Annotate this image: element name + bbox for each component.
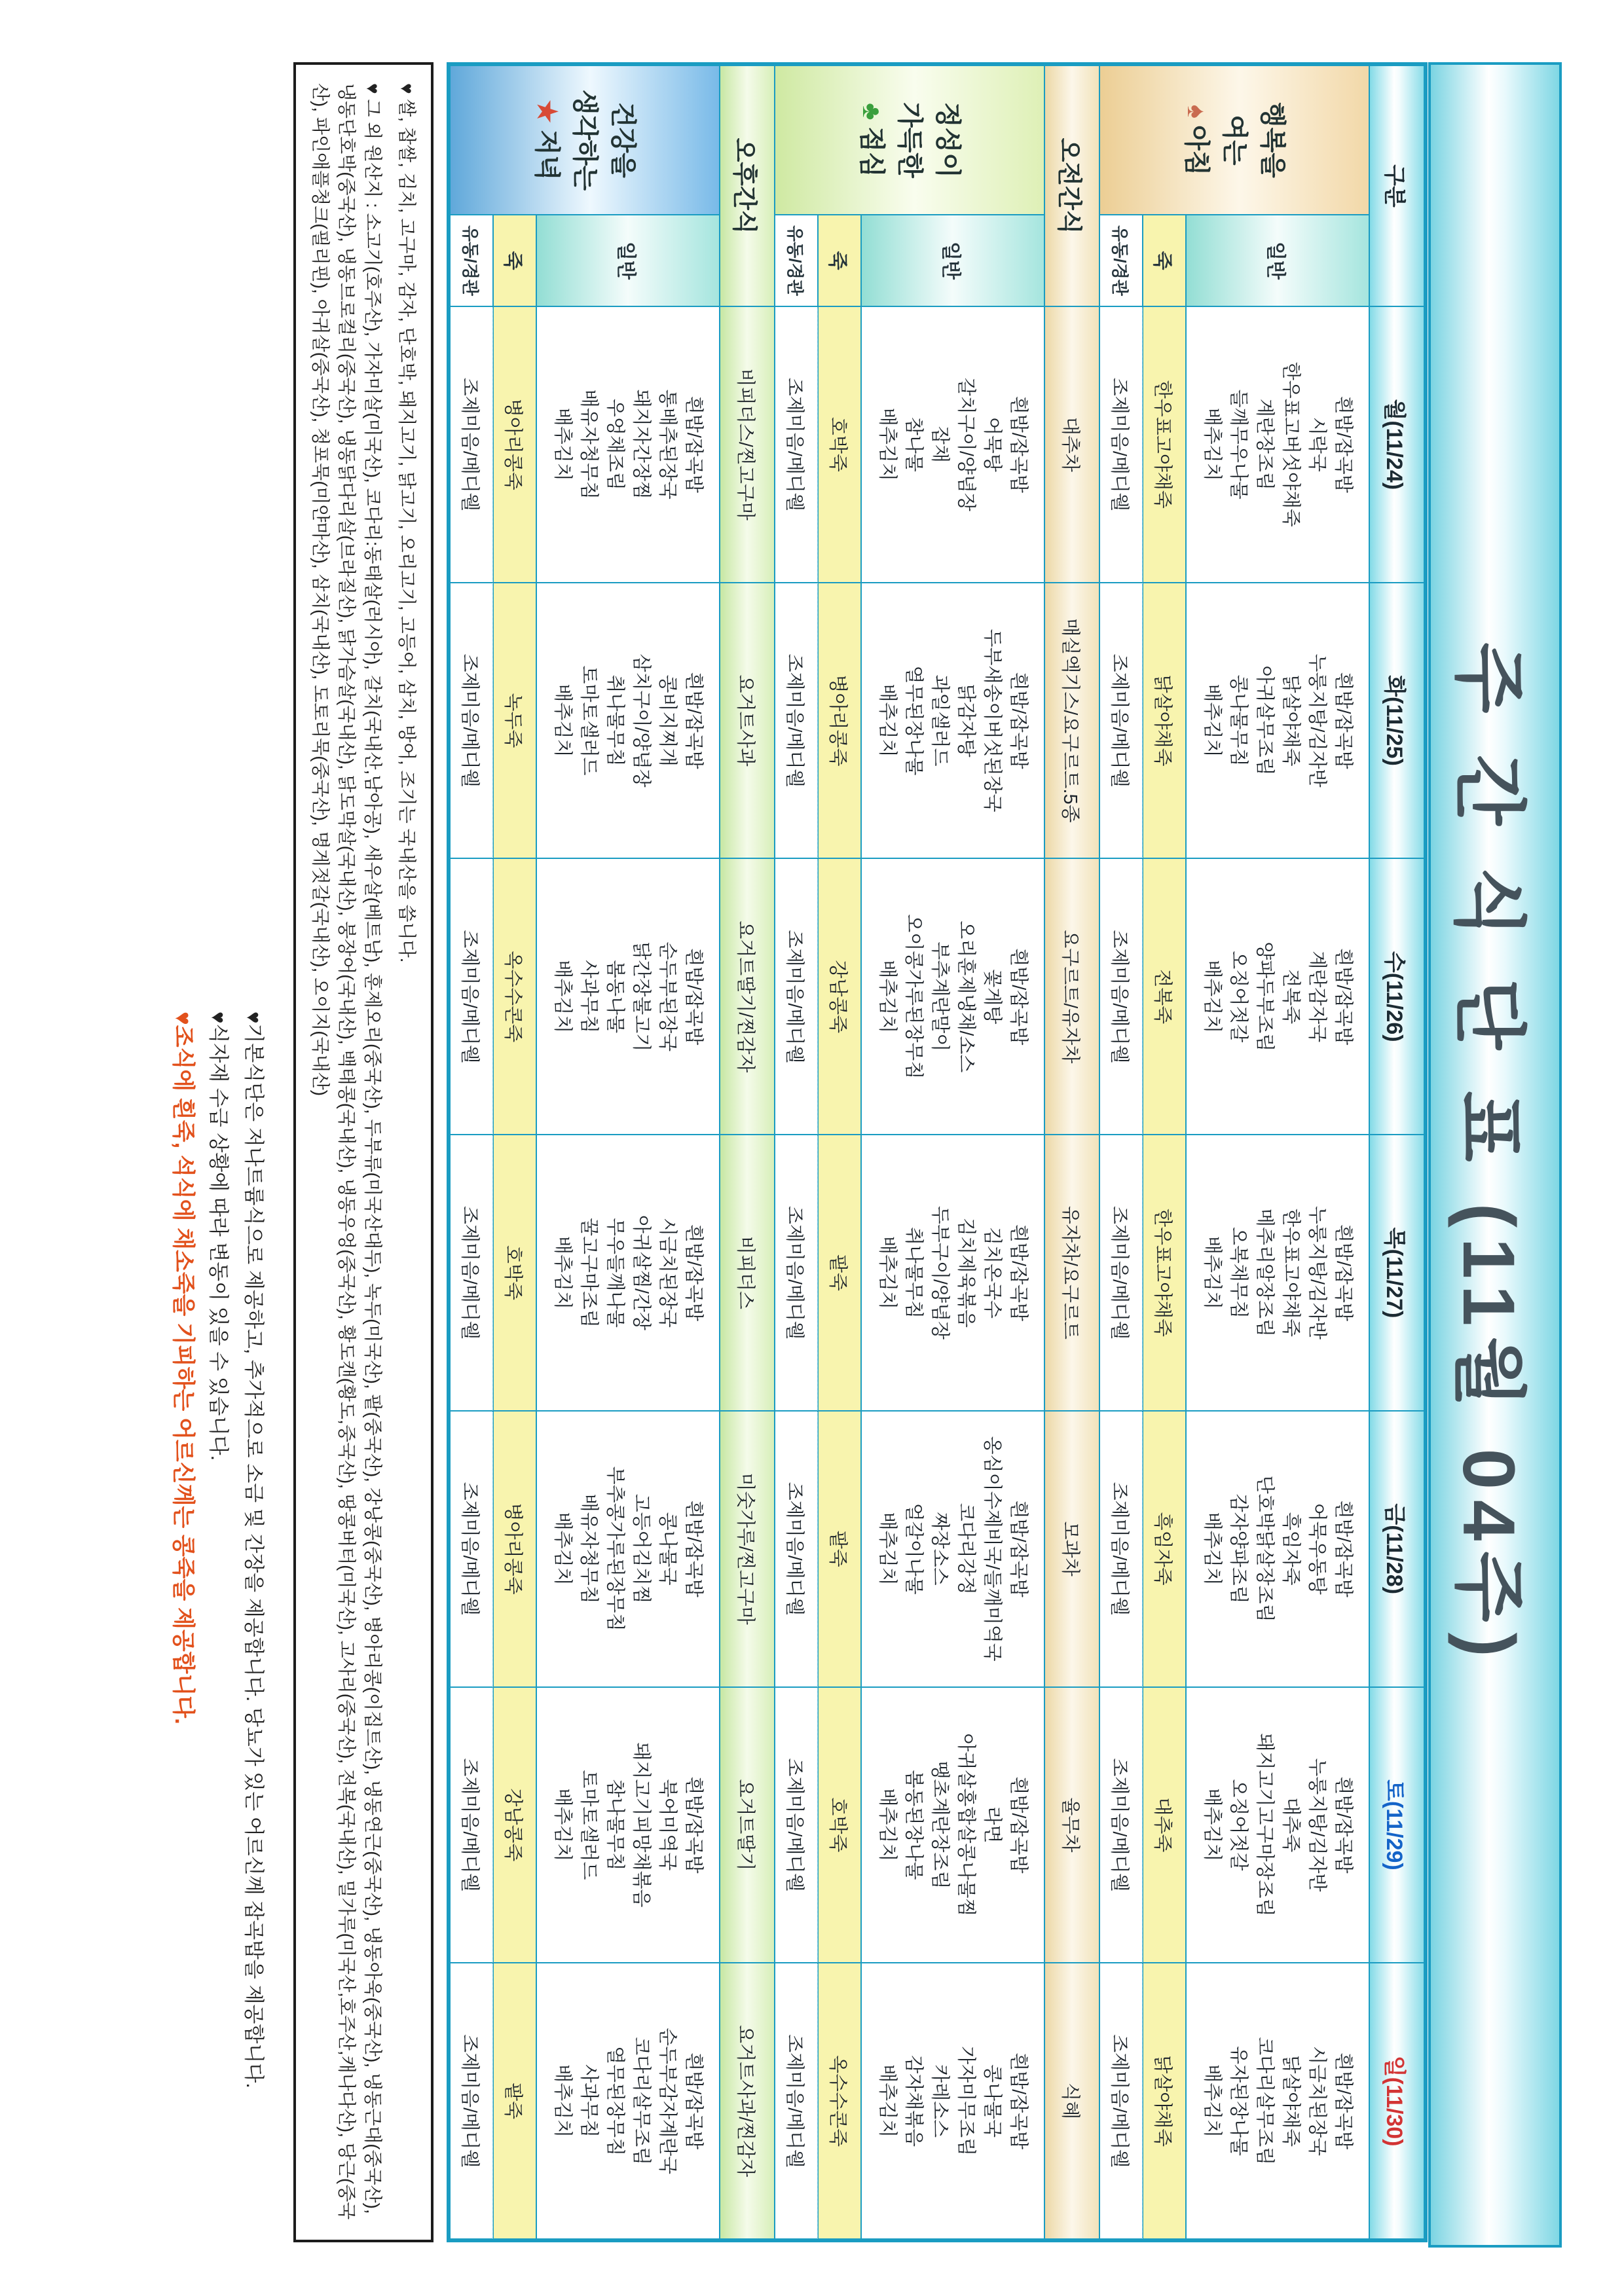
- dish-line: 콩비지찌개: [657, 674, 678, 767]
- subrow-label-tube: 유동/경관: [775, 215, 818, 306]
- tube-feeding-cell: 조제미음/메디웰: [1099, 583, 1143, 859]
- dish-line: 배추김치: [1202, 960, 1223, 1034]
- tube-feeding-cell: 조제미음/메디웰: [1099, 1135, 1143, 1411]
- dish-line: 흰밥/잡곡밥: [1333, 1776, 1354, 1874]
- porridge-cell: 병아리콩죽: [493, 306, 536, 583]
- dish-line: 전복죽: [1280, 969, 1301, 1025]
- dish-line: 열무된장무침: [604, 2046, 625, 2157]
- menu-cell-dinner: [536, 1411, 720, 1687]
- dish-line: 김치온국수: [982, 1226, 1003, 1319]
- dish-line: 대추죽: [1280, 1797, 1301, 1853]
- dish-line: 배추김치: [552, 1512, 573, 1586]
- dish-line: 참나물: [903, 416, 924, 472]
- porridge-cell: 닭살야채죽: [1143, 583, 1186, 859]
- subrow-label-general: 일반: [861, 215, 1044, 306]
- dish-line: 봄동나물: [604, 960, 625, 1034]
- dish-line: 두부새송이버섯된장국: [982, 629, 1003, 812]
- footer-note: ♥기본식단은 저나트륨식으로 제공하고, 추가적으로 소금 및 간장을 제공합니다. 당뇨가 있는 어르신께 잡곡밥을 제공합니다.: [242, 1011, 265, 2088]
- dish-line: 배추김치: [877, 683, 898, 757]
- tube-feeding-cell: 조제미음/메디웰: [775, 1411, 818, 1687]
- dish-line: 한우표고버섯야채죽: [1280, 361, 1301, 527]
- dish-line: 카레소스: [929, 2064, 950, 2138]
- dish-line: 코다리살무조림: [631, 2037, 652, 2166]
- dish-line: 배추김치: [877, 1235, 898, 1310]
- dish-line: 우엉채조림: [604, 398, 625, 490]
- dish-line: 들깨무우나물: [1228, 389, 1249, 500]
- dish-line: 갈치구이/양념장: [955, 377, 976, 511]
- menu-cell-dinner: [536, 583, 720, 859]
- porridge-cell: 강남콩죽: [818, 858, 861, 1135]
- afternoon-snack-cell: 비피더스/찐고구마: [720, 306, 775, 583]
- tube-feeding-cell: 조제미음/메디웰: [450, 306, 493, 583]
- dish-line: 참나물무침: [604, 1779, 625, 1871]
- dish-line: 부추콩가루된장무침: [604, 1466, 625, 1631]
- afternoon-snack-cell: 미숫가루/찐고구마: [720, 1411, 775, 1687]
- dish-line: 한우표고야채죽: [1280, 1208, 1301, 1338]
- day-header: 목(11/27): [1369, 1135, 1424, 1411]
- dish-line: 돼지고기고구마장조림: [1254, 1733, 1275, 1917]
- section-label-dinner: [450, 65, 720, 215]
- menu-cell-lunch: [861, 1687, 1044, 1963]
- morning-snack-cell: 모과차: [1044, 1411, 1099, 1687]
- dish-line: 흑임자죽: [1280, 1512, 1301, 1586]
- menu-cell-dinner: [536, 1963, 720, 2239]
- porridge-cell: 호박죽: [818, 1687, 861, 1963]
- afternoon-snack-cell: 요거트사과/찐감자: [720, 1963, 775, 2239]
- dish-line: 삼치구이/양념장: [631, 653, 652, 788]
- dish-line: 순두부된장국: [657, 941, 678, 1052]
- dish-line: 부추계란말이: [929, 941, 950, 1052]
- dish-line: 흰밥/잡곡밥: [1333, 2052, 1354, 2150]
- dish-line: 흰밥/잡곡밥: [683, 672, 704, 769]
- menu-cell-lunch: [861, 858, 1044, 1135]
- menu-cell-lunch: [861, 1963, 1044, 2239]
- porridge-cell: 팥죽: [818, 1135, 861, 1411]
- day-header: 일(11/30): [1369, 1963, 1424, 2239]
- porridge-cell: 대추죽: [1143, 1687, 1186, 1963]
- dish-line: 오리훈제냉채/소스: [955, 920, 976, 1073]
- porridge-cell: 녹두죽: [493, 583, 536, 859]
- dish-line: 사과무침: [578, 960, 599, 1034]
- morning-snack-cell: 대추차: [1044, 306, 1099, 583]
- menu-cell-lunch: [861, 1411, 1044, 1687]
- tube-feeding-cell: 조제미음/메디웰: [775, 858, 818, 1135]
- dish-line: 취나물무침: [604, 674, 625, 767]
- menu-cell-breakfast: [1186, 583, 1369, 859]
- dish-line: 시락국: [1306, 416, 1327, 472]
- dish-line: 김치제육볶음: [955, 1217, 976, 1328]
- dish-line: 배추김치: [877, 1788, 898, 1862]
- footer-notes: [162, 1011, 274, 2242]
- subrow-label-porridge: 죽: [818, 215, 861, 306]
- dish-line: 북어미역국: [657, 1779, 678, 1871]
- domestic-origin-note: ♥ 쌀, 찹쌀, 김치, 고구마, 감자, 단호박, 돼지고기, 닭고기, 오리고기, 고등어, 삼치, 방어, 조기는 국내산을 씁니다.: [397, 83, 417, 963]
- lunch-title-line: 정성이: [933, 102, 962, 178]
- dish-line: 오복채무침: [1228, 1226, 1249, 1319]
- tube-feeding-cell: 조제미음/메디웰: [775, 1963, 818, 2239]
- dish-line: 콩나물국: [657, 1512, 678, 1586]
- dish-line: 땡초계란장조림: [929, 1760, 950, 1889]
- dish-line: 배유자청무침: [578, 1493, 599, 1604]
- dinner-title-word: 저녁: [532, 130, 561, 181]
- tube-feeding-cell: 조제미음/메디웰: [775, 1687, 818, 1963]
- dish-line: 꽃게탕: [982, 969, 1003, 1025]
- dish-line: 배추김치: [877, 2064, 898, 2138]
- dish-line: 흰밥/잡곡밥: [683, 395, 704, 493]
- dish-line: 꿀고구마조림: [578, 1217, 599, 1328]
- dish-line: 배추김치: [552, 407, 573, 481]
- spade-icon: ♠: [1182, 104, 1211, 118]
- day-header: 화(11/25): [1369, 583, 1424, 859]
- dish-line: 토마토샐러드: [578, 1770, 599, 1880]
- dish-line: 배유자청무침: [578, 389, 599, 500]
- corner-header: 구분: [1369, 65, 1424, 306]
- footer-note: ♥식자재 수급 상황에 따라 변동이 있을 수 있습니다.: [207, 1011, 230, 1461]
- tube-feeding-cell: 조제미음/메디웰: [775, 1135, 818, 1411]
- dish-line: 누룽지탕/김자반: [1306, 1205, 1327, 1340]
- dish-line: 순두부감자계란국: [657, 2028, 678, 2175]
- dish-line: 과일샐러드: [929, 674, 950, 767]
- porridge-cell: 한우표고야채죽: [1143, 1135, 1186, 1411]
- dish-line: 돼지고기피망채볶음: [631, 1742, 652, 1908]
- subrow-label-general: 일반: [536, 215, 720, 306]
- dish-line: 단호박닭살장조림: [1254, 1475, 1275, 1622]
- tube-feeding-cell: 조제미음/메디웰: [450, 1687, 493, 1963]
- dish-line: 흰밥/잡곡밥: [1333, 948, 1354, 1046]
- dish-line: 무우들깨나물: [604, 1217, 625, 1328]
- dish-line: 배추김치: [1202, 407, 1223, 481]
- section-label-lunch: [775, 65, 1044, 215]
- dish-line: 흰밥/잡곡밥: [1008, 672, 1029, 769]
- breakfast-title-word: 아침: [1182, 124, 1211, 176]
- subrow-label-general: 일반: [1186, 215, 1369, 306]
- dish-line: 흰밥/잡곡밥: [683, 1224, 704, 1322]
- dish-line: 누룽지탕/김자반: [1306, 653, 1327, 788]
- subrow-label-tube: 유동/경관: [1099, 215, 1143, 306]
- tube-feeding-cell: 조제미음/메디웰: [450, 1411, 493, 1687]
- dish-line: 가자미무조림: [955, 2046, 976, 2157]
- dish-line: 배추김치: [552, 683, 573, 757]
- dish-line: 감자양파조림: [1228, 1493, 1249, 1604]
- section-label-morning-snack: 오전간식: [1044, 65, 1099, 306]
- breakfast-title-line: 여는: [1220, 115, 1249, 166]
- dish-line: 닭살야채죽: [1280, 2055, 1301, 2147]
- dish-line: 봄동된장나물: [903, 1770, 924, 1880]
- dish-line: 닭감자탕: [955, 683, 976, 757]
- dish-line: 계란감자국: [1306, 951, 1327, 1043]
- dish-line: 고등어김치찜: [631, 1493, 652, 1604]
- dish-line: 콩나물무침: [1228, 674, 1249, 767]
- dish-line: 배추김치: [552, 1235, 573, 1310]
- tube-feeding-cell: 조제미음/메디웰: [1099, 1411, 1143, 1687]
- porridge-cell: 병아리콩죽: [818, 583, 861, 859]
- menu-table: [447, 62, 1428, 2242]
- dish-line: 코다리살무조림: [1254, 2037, 1275, 2166]
- dish-line: 닭살야채죽: [1280, 674, 1301, 767]
- tube-feeding-cell: 조제미음/메디웰: [1099, 1963, 1143, 2239]
- tube-feeding-cell: 조제미음/메디웰: [775, 583, 818, 859]
- dish-line: 흰밥/잡곡밥: [1008, 1500, 1029, 1597]
- origin-note-box: [293, 62, 434, 2242]
- dish-line: 배추김치: [1202, 683, 1223, 757]
- dish-line: 계란장조림: [1254, 398, 1275, 490]
- subrow-label-porridge: 죽: [493, 215, 536, 306]
- menu-cell-breakfast: [1186, 858, 1369, 1135]
- tube-feeding-cell: 조제미음/메디웰: [450, 1135, 493, 1411]
- dish-line: 흰밥/잡곡밥: [1008, 948, 1029, 1046]
- dish-line: 배추김치: [552, 2064, 573, 2138]
- day-header: 월(11/24): [1369, 306, 1424, 583]
- dish-line: 통배추된장국: [657, 389, 678, 500]
- dish-line: 짜장소스: [929, 1512, 950, 1586]
- menu-cell-dinner: [536, 306, 720, 583]
- dish-line: 아귀살찜/간장: [631, 1214, 652, 1331]
- tube-feeding-cell: 조제미음/메디웰: [450, 583, 493, 859]
- day-header: 토(11/29): [1369, 1687, 1424, 1963]
- dish-line: 어묵우동탕: [1306, 1503, 1327, 1595]
- afternoon-snack-cell: 비피더스: [720, 1135, 775, 1411]
- star-icon: ★: [532, 100, 561, 124]
- porridge-cell: 호박죽: [493, 1135, 536, 1411]
- porridge-cell: 강남콩죽: [493, 1687, 536, 1963]
- subrow-label-porridge: 죽: [1143, 215, 1186, 306]
- dish-line: 시금치된장국: [657, 1217, 678, 1328]
- dish-line: 유자된장나물: [1228, 2046, 1249, 2157]
- day-header: 수(11/26): [1369, 858, 1424, 1135]
- tube-feeding-cell: 조제미음/메디웰: [1099, 858, 1143, 1135]
- morning-snack-cell: 요구르트/유자차: [1044, 858, 1099, 1135]
- dinner-title-line: 건강을: [608, 102, 637, 178]
- dish-line: 흰밥/잡곡밥: [683, 2052, 704, 2150]
- morning-snack-cell: 율무차: [1044, 1687, 1099, 1963]
- dish-line: 흰밥/잡곡밥: [1008, 395, 1029, 493]
- dish-line: 메추리알장조림: [1254, 1208, 1275, 1338]
- morning-snack-cell: 유자차/요구르트: [1044, 1135, 1099, 1411]
- dish-line: 돼지자간장찜: [631, 389, 652, 500]
- menu-cell-breakfast: [1186, 1135, 1369, 1411]
- porridge-cell: 전복죽: [1143, 858, 1186, 1135]
- dish-line: 잡채: [929, 426, 950, 463]
- dish-line: 감자채볶음: [903, 2055, 924, 2147]
- dish-line: 어묵탕: [982, 416, 1003, 472]
- menu-cell-breakfast: [1186, 1963, 1369, 2239]
- dish-line: 배추김치: [877, 407, 898, 481]
- tube-feeding-cell: 조제미음/메디웰: [1099, 306, 1143, 583]
- porridge-cell: 팥죽: [818, 1411, 861, 1687]
- menu-cell-breakfast: [1186, 1411, 1369, 1687]
- afternoon-snack-cell: 요거트딸기: [720, 1687, 775, 1963]
- dish-line: 아귀살홍합살콩나물찜: [955, 1733, 976, 1917]
- dish-line: 누룽지탕/김자반: [1306, 1758, 1327, 1892]
- dish-line: 콩나물국: [982, 2064, 1003, 2138]
- dish-line: 코다리강정: [955, 1503, 976, 1595]
- porridge-cell: 옥수수콘죽: [818, 1963, 861, 2239]
- dish-line: 흰밥/잡곡밥: [683, 1776, 704, 1874]
- dish-line: 배추김치: [552, 1788, 573, 1862]
- dish-line: 배추김치: [1202, 1235, 1223, 1310]
- dish-line: 흰밥/잡곡밥: [1333, 672, 1354, 769]
- dish-line: 흰밥/잡곡밥: [1008, 1224, 1029, 1322]
- lunch-title-line: 가득한: [895, 102, 924, 178]
- dish-line: 배추김치: [1202, 1512, 1223, 1586]
- dish-line: 오징어젓갈: [1228, 951, 1249, 1043]
- porridge-cell: 흑임자죽: [1143, 1411, 1186, 1687]
- tube-feeding-cell: 조제미음/메디웰: [450, 858, 493, 1135]
- dish-line: 흰밥/잡곡밥: [683, 948, 704, 1046]
- morning-snack-cell: 매실엑기스/요구르트.5종: [1044, 583, 1099, 859]
- dish-line: 흰밥/잡곡밥: [1333, 1500, 1354, 1597]
- dish-line: 오이콩가루된장무침: [903, 914, 924, 1080]
- page-title: 주 간 식 단 표 (11월 04주): [1428, 62, 1562, 2248]
- other-origin-note: ♥ 그 외 원산지 : 소고기(호주산), 가자미살(미국산), 코다리:동태살(러시아), 갈치(국내산,남아공), 새우살(베트남), 훈제오리(중국산), 두부류(미국산대두), 녹두(미국산), 팥(중국산), 강낭콩(중국산), 병아리콩(이집트산), 냉동연근(중국산), 냉동아욱(중국산), 냉동근대(중국산), 냉동단호박(중국산), 냉동브로컬리(중국산), 냉동닭다리살(브라질산), 닭가슴살(국내산), 닭도막살(국내산), 붕장어(국내산), 백태콩(국내산), 냉동우엉(중국산), 황도캔(황도,중국산), 땅콩버터(미국산), 고사리(중국산), 전복(국내산), 밀가루(미국산,호주산,캐나다산), 당근(중국산), 파인애플청크(필리핀), 아귀살(중국산), 청포묵(미얀마산), 삼치(국내산), 도토리묵(중국산), 명게젓갈(국내산), 오이지(국내산): [310, 83, 383, 2220]
- menu-cell-lunch: [861, 1135, 1044, 1411]
- dish-line: 닭간장불고기: [631, 941, 652, 1052]
- porridge-cell: 호박죽: [818, 306, 861, 583]
- dish-line: 흰밥/잡곡밥: [1333, 395, 1354, 493]
- dish-line: 두부구이/양념장: [929, 1205, 950, 1340]
- dish-line: 배추김치: [552, 960, 573, 1034]
- menu-cell-lunch: [861, 306, 1044, 583]
- lunch-title-word: 점심: [857, 126, 886, 177]
- afternoon-snack-cell: 요거트딸기/찐감자: [720, 858, 775, 1135]
- subrow-label-tube: 유동/경관: [450, 215, 493, 306]
- dish-line: 옹심이수제비국/들깨미역국: [982, 1436, 1003, 1662]
- porridge-cell: 팥죽: [493, 1963, 536, 2239]
- breakfast-title-line: 행복을: [1258, 102, 1287, 178]
- menu-cell-dinner: [536, 1135, 720, 1411]
- tube-feeding-cell: 조제미음/메디웰: [450, 1963, 493, 2239]
- tube-feeding-cell: 조제미음/메디웰: [775, 306, 818, 583]
- footer-note-highlight: ♥조식에 흰죽, 석식에 채소죽을 기피하는 어르신께는 콩죽을 제공합니다.: [170, 1011, 196, 1724]
- tube-feeding-cell: 조제미음/메디웰: [1099, 1687, 1143, 1963]
- menu-cell-lunch: [861, 583, 1044, 859]
- dinner-title-line: 생각하는: [570, 89, 599, 191]
- afternoon-snack-cell: 요거트사과: [720, 583, 775, 859]
- dish-line: 배추김치: [1202, 2064, 1223, 2138]
- menu-cell-dinner: [536, 858, 720, 1135]
- menu-cell-breakfast: [1186, 1687, 1369, 1963]
- dish-line: 배추김치: [1202, 1788, 1223, 1862]
- dish-line: 흰밥/잡곡밥: [1008, 2052, 1029, 2150]
- dish-line: 취나물무침: [903, 1226, 924, 1319]
- day-header: 금(11/28): [1369, 1411, 1424, 1687]
- dish-line: 오징어젓갈: [1228, 1779, 1249, 1871]
- club-icon: ♣: [857, 103, 886, 120]
- morning-snack-cell: 식혜: [1044, 1963, 1099, 2239]
- menu-cell-breakfast: [1186, 306, 1369, 583]
- menu-cell-dinner: [536, 1687, 720, 1963]
- dish-line: 양파두부조림: [1254, 941, 1275, 1052]
- section-label-afternoon-snack: 오후간식: [720, 65, 775, 306]
- dish-line: 배추김치: [877, 1512, 898, 1586]
- dish-line: 배추김치: [877, 960, 898, 1034]
- dish-line: 흰밥/잡곡밥: [1008, 1776, 1029, 1874]
- dish-line: 흰밥/잡곡밥: [1333, 1224, 1354, 1322]
- dish-line: 토마토샐러드: [578, 665, 599, 776]
- dish-line: 시금치된장국: [1306, 2046, 1327, 2157]
- porridge-cell: 닭살야채죽: [1143, 1963, 1186, 2239]
- dish-line: 라면: [982, 1806, 1003, 1844]
- section-label-breakfast: [1099, 65, 1369, 215]
- dish-line: 아귀살무조림: [1254, 665, 1275, 776]
- dish-line: 사과무침: [578, 2064, 599, 2138]
- porridge-cell: 옥수수콘죽: [493, 858, 536, 1135]
- dish-line: 흰밥/잡곡밥: [683, 1500, 704, 1597]
- dish-line: 열무된장나물: [903, 665, 924, 776]
- porridge-cell: 병아리콩죽: [493, 1411, 536, 1687]
- dish-line: 얼갈이나물: [903, 1503, 924, 1595]
- porridge-cell: 한우표고야채죽: [1143, 306, 1186, 583]
